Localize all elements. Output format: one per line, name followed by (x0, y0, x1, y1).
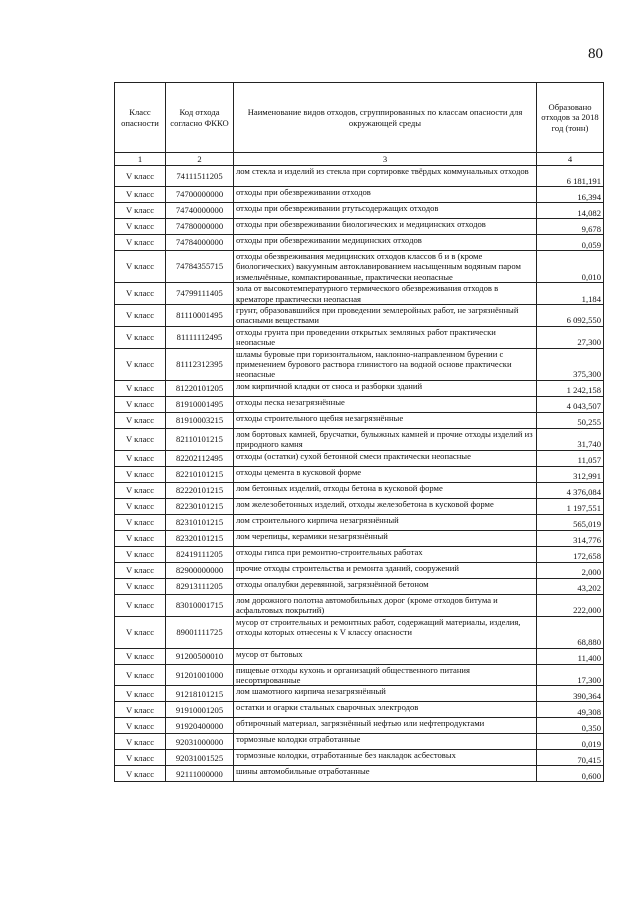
fkko-code-cell: 91218101215 (166, 686, 234, 702)
header-waste-name: Наименование видов отходов, сгруппированных по классам опасности для окружающей среды (234, 83, 537, 153)
table-row (115, 251, 604, 283)
table-row (115, 648, 604, 664)
fkko-code-cell: 82913111205 (166, 578, 234, 594)
fkko-code-cell: 74700000000 (166, 187, 234, 203)
waste-name-cell: лом кирпичной кладки от сноса и разборки зданий (234, 380, 537, 396)
fkko-code-cell: 92031001525 (166, 750, 234, 766)
waste-name-cell: остатки и огарки стальных сварочных электродов (234, 702, 537, 718)
column-number: 1 (115, 153, 166, 166)
quantity-cell: 11,057 (537, 450, 604, 466)
waste-name-cell: отходы грунта при проведении открытых земляных работ практически неопасные (234, 326, 537, 348)
waste-name-cell: тормозные колодки отработанные (234, 734, 537, 750)
waste-name-cell: лом стекла и изделий из стекла при сортировке твёрдых коммунальных отходов (234, 166, 537, 187)
table-row (115, 562, 604, 578)
column-number: 3 (234, 153, 537, 166)
quantity-cell: 1 242,158 (537, 380, 604, 396)
waste-name-cell: мусор от строительных и ремонтных работ, содержащий материалы, изделия, отходы которых отнесены к V классу опасности (234, 616, 537, 648)
waste-name-cell: обтирочный материал, загрязнённый нефтью или нефтепродуктами (234, 718, 537, 734)
waste-name-cell: отходы обезвреживания медицинских отходов классов б и в (кроме биологических) вакуумным автоклавированием насыщенным водяным паром измельчённые, компактированные, практически неопасные (234, 251, 537, 283)
waste-name-cell: отходы опалубки деревянной, загрязнённой бетоном (234, 578, 537, 594)
fkko-code-cell: 74784355715 (166, 251, 234, 283)
waste-name-cell: прочие отходы строительства и ремонта зданий, сооружений (234, 562, 537, 578)
waste-name-cell: отходы при обезвреживании отходов (234, 187, 537, 203)
quantity-cell: 14,082 (537, 203, 604, 219)
waste-name-cell: отходы гипса при ремонтно-строительных работах (234, 546, 537, 562)
fkko-code-cell: 81111112495 (166, 326, 234, 348)
column-number: 2 (166, 153, 234, 166)
fkko-code-cell: 74740000000 (166, 203, 234, 219)
quantity-cell: 43,202 (537, 578, 604, 594)
table-row (115, 546, 604, 562)
table-header-row (115, 83, 604, 153)
hazard-class-cell: V класс (115, 251, 166, 283)
fkko-code-cell: 92111000000 (166, 766, 234, 782)
hazard-class-cell: V класс (115, 219, 166, 235)
hazard-class-cell: V класс (115, 750, 166, 766)
quantity-cell: 70,415 (537, 750, 604, 766)
waste-name-cell: лом бетонных изделий, отходы бетона в кусковой форме (234, 482, 537, 498)
waste-name-cell: отходы песка незагрязнённые (234, 396, 537, 412)
table-row (115, 166, 604, 187)
waste-name-cell: отходы при обезвреживании биологических и медицинских отходов (234, 219, 537, 235)
fkko-code-cell: 81110001495 (166, 305, 234, 327)
table-row (115, 305, 604, 327)
hazard-class-cell: V класс (115, 305, 166, 327)
table-row (115, 396, 604, 412)
hazard-class-cell: V класс (115, 546, 166, 562)
quantity-cell: 27,300 (537, 326, 604, 348)
hazard-class-cell: V класс (115, 348, 166, 380)
table-row (115, 686, 604, 702)
fkko-code-cell: 91910001205 (166, 702, 234, 718)
table-row (115, 412, 604, 428)
table-row (115, 766, 604, 782)
fkko-code-cell: 91201001000 (166, 664, 234, 686)
hazard-class-cell: V класс (115, 187, 166, 203)
fkko-code-cell: 82419111205 (166, 546, 234, 562)
hazard-class-cell: V класс (115, 498, 166, 514)
table-row (115, 498, 604, 514)
header-hazard-class: Класс опасности (115, 83, 166, 153)
waste-name-cell: лом дорожного полотна автомобильных дорог (кроме отходов битума и асфальтовых покрытий) (234, 594, 537, 616)
hazard-class-cell: V класс (115, 648, 166, 664)
quantity-cell: 6 092,550 (537, 305, 604, 327)
waste-table (114, 82, 604, 782)
fkko-code-cell: 82230101215 (166, 498, 234, 514)
quantity-cell: 4 043,507 (537, 396, 604, 412)
table-row (115, 514, 604, 530)
quantity-cell: 375,300 (537, 348, 604, 380)
waste-name-cell: пищевые отходы кухонь и организаций общественного питания несортированные (234, 664, 537, 686)
hazard-class-cell: V класс (115, 664, 166, 686)
hazard-class-cell: V класс (115, 594, 166, 616)
waste-name-cell: зола от высокотемпературного термического обезвреживания отходов в крематоре практически неопасная (234, 283, 537, 305)
quantity-cell: 16,394 (537, 187, 604, 203)
fkko-code-cell: 82220101215 (166, 482, 234, 498)
waste-name-cell: отходы (остатки) сухой бетонной смеси практически неопасные (234, 450, 537, 466)
quantity-cell: 50,255 (537, 412, 604, 428)
fkko-code-cell: 82110101215 (166, 428, 234, 450)
quantity-cell: 314,776 (537, 530, 604, 546)
table-row (115, 718, 604, 734)
hazard-class-cell: V класс (115, 530, 166, 546)
table-row (115, 203, 604, 219)
header-fkko-code: Код отхода согласно ФККО (166, 83, 234, 153)
fkko-code-cell: 74799111405 (166, 283, 234, 305)
table-row (115, 750, 604, 766)
fkko-code-cell: 82310101215 (166, 514, 234, 530)
waste-name-cell: лом строительного кирпича незагрязнённый (234, 514, 537, 530)
table-row (115, 578, 604, 594)
fkko-code-cell: 81910003215 (166, 412, 234, 428)
fkko-code-cell: 91920400000 (166, 718, 234, 734)
waste-name-cell: лом железобетонных изделий, отходы железобетона в кусковой форме (234, 498, 537, 514)
quantity-cell: 390,364 (537, 686, 604, 702)
quantity-cell: 68,880 (537, 616, 604, 648)
waste-name-cell: шины автомобильные отработанные (234, 766, 537, 782)
hazard-class-cell: V класс (115, 380, 166, 396)
quantity-cell: 172,658 (537, 546, 604, 562)
table-body (115, 166, 604, 782)
hazard-class-cell: V класс (115, 412, 166, 428)
quantity-cell: 6 181,191 (537, 166, 604, 187)
fkko-code-cell: 92031000000 (166, 734, 234, 750)
table-row (115, 530, 604, 546)
quantity-cell: 9,678 (537, 219, 604, 235)
hazard-class-cell: V класс (115, 235, 166, 251)
fkko-code-cell: 82210101215 (166, 466, 234, 482)
quantity-cell: 11,400 (537, 648, 604, 664)
waste-name-cell: тормозные колодки, отработанные без накладок асбестовых (234, 750, 537, 766)
table-row (115, 428, 604, 450)
hazard-class-cell: V класс (115, 396, 166, 412)
waste-name-cell: отходы при обезвреживании медицинских отходов (234, 235, 537, 251)
waste-name-cell: шламы буровые при горизонтальном, наклонно-направленном бурении с применением бурового раствора глинистого на водной основе практически неопасные (234, 348, 537, 380)
table-row (115, 482, 604, 498)
fkko-code-cell: 89001111725 (166, 616, 234, 648)
quantity-cell: 1 197,551 (537, 498, 604, 514)
quantity-cell: 0,059 (537, 235, 604, 251)
quantity-cell: 0,010 (537, 251, 604, 283)
table-row (115, 594, 604, 616)
quantity-cell: 4 376,084 (537, 482, 604, 498)
waste-name-cell: лом шамотного кирпича незагрязнённый (234, 686, 537, 702)
hazard-class-cell: V класс (115, 766, 166, 782)
quantity-cell: 31,740 (537, 428, 604, 450)
quantity-cell: 49,308 (537, 702, 604, 718)
hazard-class-cell: V класс (115, 283, 166, 305)
hazard-class-cell: V класс (115, 718, 166, 734)
waste-name-cell: отходы цемента в кусковой форме (234, 466, 537, 482)
table-row (115, 702, 604, 718)
fkko-code-cell: 83010001715 (166, 594, 234, 616)
waste-name-cell: грунт, образовавшийся при проведении землеройных работ, не загрязнённый опасными веществами (234, 305, 537, 327)
waste-name-cell: лом черепицы, керамики незагрязнённый (234, 530, 537, 546)
hazard-class-cell: V класс (115, 428, 166, 450)
hazard-class-cell: V класс (115, 734, 166, 750)
hazard-class-cell: V класс (115, 514, 166, 530)
table-row (115, 466, 604, 482)
hazard-class-cell: V класс (115, 578, 166, 594)
column-number: 4 (537, 153, 604, 166)
table-row (115, 664, 604, 686)
table-row (115, 219, 604, 235)
quantity-cell: 2,000 (537, 562, 604, 578)
hazard-class-cell: V класс (115, 482, 166, 498)
fkko-code-cell: 81910001495 (166, 396, 234, 412)
hazard-class-cell: V класс (115, 686, 166, 702)
column-number-row (115, 153, 604, 166)
quantity-cell: 0,350 (537, 718, 604, 734)
table-row (115, 187, 604, 203)
table-row (115, 348, 604, 380)
table-row (115, 326, 604, 348)
fkko-code-cell: 81220101205 (166, 380, 234, 396)
page-number: 80 (588, 46, 603, 62)
table-row (115, 235, 604, 251)
waste-name-cell: отходы при обезвреживании ртутьсодержащих отходов (234, 203, 537, 219)
quantity-cell: 312,991 (537, 466, 604, 482)
hazard-class-cell: V класс (115, 166, 166, 187)
hazard-class-cell: V класс (115, 326, 166, 348)
fkko-code-cell: 82202112495 (166, 450, 234, 466)
fkko-code-cell: 91200500010 (166, 648, 234, 664)
table-row (115, 283, 604, 305)
waste-name-cell: мусор от бытовых (234, 648, 537, 664)
hazard-class-cell: V класс (115, 702, 166, 718)
hazard-class-cell: V класс (115, 450, 166, 466)
hazard-class-cell: V класс (115, 562, 166, 578)
hazard-class-cell: V класс (115, 466, 166, 482)
quantity-cell: 0,600 (537, 766, 604, 782)
table-row (115, 450, 604, 466)
quantity-cell: 565,019 (537, 514, 604, 530)
quantity-cell: 222,000 (537, 594, 604, 616)
quantity-cell: 17,300 (537, 664, 604, 686)
fkko-code-cell: 74784000000 (166, 235, 234, 251)
fkko-code-cell: 74111511205 (166, 166, 234, 187)
fkko-code-cell: 81112312395 (166, 348, 234, 380)
header-quantity-2018: Образовано отходов за 2018 год (тонн) (537, 83, 604, 153)
fkko-code-cell: 82900000000 (166, 562, 234, 578)
table-row (115, 734, 604, 750)
fkko-code-cell: 82320101215 (166, 530, 234, 546)
fkko-code-cell: 74780000000 (166, 219, 234, 235)
hazard-class-cell: V класс (115, 616, 166, 648)
table-row (115, 380, 604, 396)
waste-name-cell: лом бортовых камней, брусчатки, булыжных камней и прочие отходы изделий из природного камня (234, 428, 537, 450)
quantity-cell: 1,184 (537, 283, 604, 305)
waste-name-cell: отходы строительного щебня незагрязнённые (234, 412, 537, 428)
table-row (115, 616, 604, 648)
quantity-cell: 0,019 (537, 734, 604, 750)
hazard-class-cell: V класс (115, 203, 166, 219)
